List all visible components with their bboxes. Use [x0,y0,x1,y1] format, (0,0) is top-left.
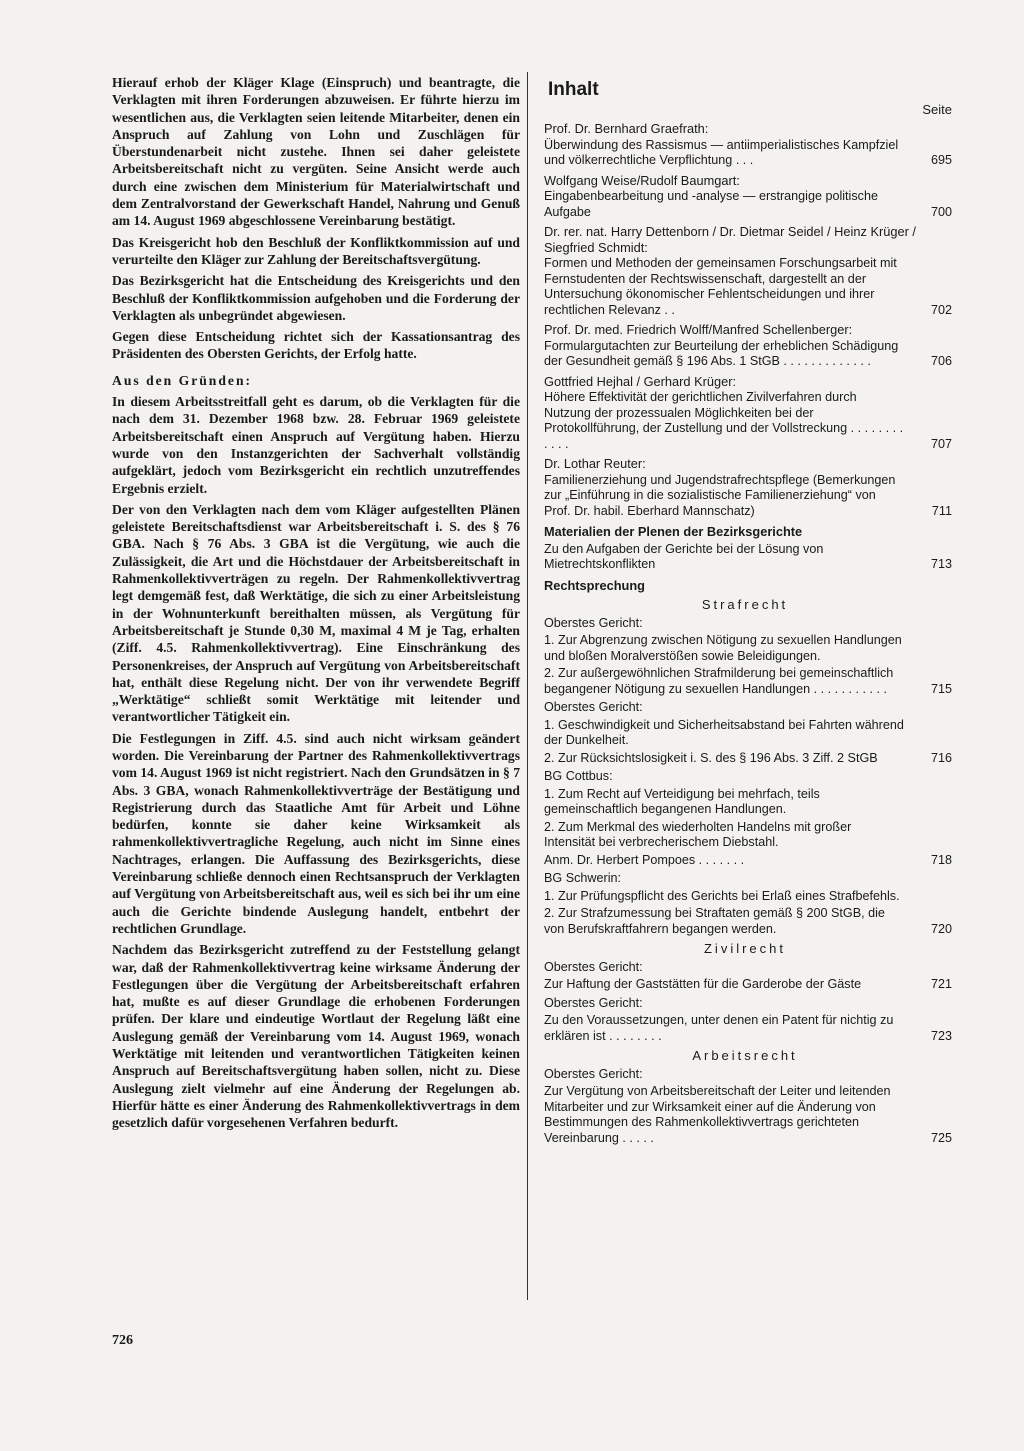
toc-entry-title: Eingabenbearbeitung und -analyse — erstrangige politische Aufgabe [544,189,878,219]
toc-page: 723 [930,1028,952,1043]
toc-page: 713 [930,557,952,571]
toc-author: Dr. Lothar Reuter: [544,456,646,471]
toc-entry[interactable] [544,853,952,869]
toc-court: BG Cottbus: [544,769,613,783]
toc-entry-title: 2. Zur Rücksichtslosigkeit i. S. des § 196 Abs. 3 Ziff. 2 StGB [544,750,878,765]
table-of-contents [538,74,952,1148]
column-divider [527,72,528,1300]
paragraph: Das Kreisgericht hob den Beschluß der Konfliktkommission auf und verurteilte den Kläger zur Zahlung der Bereitschaftsvergütung. [112,234,520,267]
toc-section: Materialien der Plenen der Bezirksgerichte [544,524,803,539]
toc-entry-title: Zu den Voraussetzungen, unter denen ein Patent für nichtig zu erklären ist . . . . . . . . [544,1013,894,1043]
toc-author: Gottfried Hejhal / Gerhard Krüger: [544,373,737,389]
toc-entry[interactable] [544,1013,952,1044]
toc-section: Rechtsprechung [544,577,645,593]
toc-entry-title: 1. Geschwindigkeit und Sicherheitsabstand bei Fahrten während der Dunkelheit. [544,717,904,747]
toc-page: 702 [930,302,952,317]
toc-title: Inhalt [548,79,599,100]
paragraph: Gegen diese Entscheidung richtet sich der Kassationsantrag des Präsidenten des Obersten Gerichts, der Erfolg hatte. [112,329,520,362]
toc-page: 721 [930,977,952,991]
toc-court: BG Schwerin: [544,871,621,885]
toc-page: 725 [930,1130,952,1145]
toc-entry-title: 1. Zum Recht auf Verteidigung bei mehrfach, teils gemeinschaftlich begangenen Handlungen. [544,786,820,816]
toc-page: 720 [930,921,952,936]
toc-entry-title: Zur Vergütung von Arbeitsbereitschaft der Leiter und leitenden Mitarbeiter und zur Wirksamkeit einer auf die Änderung von Bestimmungen des Rahmenkollektivvertrags gerichteten Vereinbarung . . . . . [544,1084,891,1145]
toc-entry-title: 2. Zum Merkmal des wiederholten Handelns mit großer Intensität bei verbrecherischem Diebstahl. [544,819,852,849]
section-heading: Aus den Gründen: [112,372,253,388]
toc-entry[interactable] [544,889,952,905]
paragraph: Nachdem das Bezirksgericht zutreffend zu der Feststellung gelangt war, daß der Rahmenkollektivvertrag keine wirksame Änderung der Festlegungen über die Vergütung der Arbeitsbereitschaft erfahren hat, mußte es auf dieser Grundlage die erhobenen Forderungen prüfen. Der klare und eindeutige Wortlaut der Regelung läßt eine Auslegung gemäß der Vereinbarung vom 14. August 1969, wonach Werktätige mit leitenden und verantwortlichen Tätigkeiten keinen Anspruch auf Bereitschaftsvergütung haben sollen, nicht zu. Diese Auslegung zielt vielmehr auf eine Änderung der Regelungen ab. Hierfür hätte es einer Änderung des Rahmenkollektivvertrags in dem gesetzlich dafür vorgesehenen Verfahren bedurft. [112,942,520,1131]
toc-court: Oberstes Gericht: [544,995,643,1010]
toc-entry[interactable] [544,1084,952,1146]
toc-entry[interactable] [544,256,952,318]
toc-entry-title: Höhere Effektivität der gerichtlichen Zivilverfahren durch Nutzung der prozessualen Möglichkeiten bei der Protokollführung, der Zustellung und der Vollstreckung . . . . . . . . . . . . [544,390,904,451]
toc-entry-title: Formen und Methoden der gemeinsamen Forschungsarbeit mit Fernstudenten der Rechtswissenschaft, dargestellt an der Untersuchung ökonomischer Fehlentscheidungen und ihrer rechtlichen Relevanz . . [544,256,897,317]
toc-entry-title: 1. Zur Abgrenzung zwischen Nötigung zu sexuellen Handlungen und bloßen Moralverstößen sowie Beleidigungen. [544,633,902,663]
toc-author: Dr. rer. nat. Harry Dettenborn / Dr. Dietmar Seidel / Heinz Krüger / Siegfried Schmidt: [544,224,916,255]
toc-entry[interactable] [544,542,952,573]
toc-subsection: Strafrecht [701,597,789,612]
paragraph: Hierauf erhob der Kläger Klage (Einspruch) und beantragte, die Verklagten mit ihren Forderungen abzuweisen. Er führte hierzu im wesentlichen aus, die Verklagten seien leitende Mitarbeiter, denen ein Anspruch auf Zahlung von Lohn und Zuschlägen für Überstundenarbeit nicht zustehe. Ihnen sei daher geleistete Arbeitsbereitschaft nicht zu vergüten. Seine Ansicht werde auch durch eine zwischen dem Ministerium für Materialwirtschaft und dem Zentralvorstand der Gewerkschaft Handel, Nahrung und Genuß am 14. August 1969 abgeschlossene Vereinbarung bestätigt. [112,75,520,229]
toc-entry-title: Anm. Dr. Herbert Pompoes . . . . . . . [544,852,745,867]
toc-page: 711 [931,503,952,518]
toc-entry[interactable] [544,473,952,520]
toc-entry[interactable] [544,787,952,818]
paragraph: Der von den Verklagten nach dem vom Kläger aufgestellten Plänen geleistete Bereitschaftsdienst war Arbeitsbereitschaft i. S. des § 76 GBA. Nach § 76 Abs. 3 GBA ist die Vergütung, wie auch die Zulässigkeit, die Art und die Höchstdauer der Arbeitsbereitschaft in Rahmenkollektivverträgen zu regeln. Der Rahmenkollektivvertrag legt demgemäß fest, daß Werktätige, die sich zu einer Arbeitsleistung in der Wohnunterkunft bereithalten müssen, als Vergütung für Arbeitsbereitschaft je Stunde 0,30 M, maximal 4 M je Tag, erhalten (Ziff. 4.5. Rahmenkollektivvertrag). Eine Einschränkung des Personenkreises, der Anspruch auf Vergütung von Arbeitsbereitschaft hat, enthält diese Regelung nicht. Der von ihr verwendete Begriff „Werktätige“ schließt somit Werktätige mit leitender und verantwortlicher Tätigkeit ein. [112,501,520,725]
toc-entry[interactable] [544,390,952,452]
page-column-header: Seite [922,101,952,117]
paragraph: Die Festlegungen in Ziff. 4.5. sind auch nicht wirksam geändert worden. Die Vereinbarung der Partner des Rahmenkollektivvertrags vom 14. August 1969 ist nicht registriert. Nach den Grundsätzen in § 7 Abs. 3 GBA, wonach Rahmenkollektivverträge der Bestätigung und Registrierung durch das Staatliche Amt für Arbeit und Löhne bedürfen, konnte sie daher keine Wirksamkeit als rahmenkollektivvertragliche Regelung, auch nicht im Sinne eines Nachtrages, erlangen. Die Auffassung des Bezirksgerichts, diese Vereinbarung schließe dennoch einen Rechtsanspruch der Verklagten auf Vergütung von Arbeitsbereitschaft aus, weil es sich bei ihr um eine auch die Gerichte bindende Auslegung handelt, entbehrt der rechtlichen Grundlage. [112,730,520,936]
toc-page: 716 [930,750,952,765]
article-column [112,74,520,1136]
toc-entry[interactable] [544,977,952,993]
toc-author: Wolfgang Weise/Rudolf Baumgart: [544,172,740,188]
toc-entry-title: Formulargutachten zur Beurteilung der erheblichen Schädigung der Gesundheit gemäß § 196 Abs. 1 StGB . . . . . . . . . . . . . [544,338,899,368]
toc-entry[interactable] [544,751,952,767]
toc-author: Prof. Dr. med. Friedrich Wolff/Manfred Schellenberger: [544,322,853,337]
toc-entry[interactable] [544,633,952,664]
toc-subsection: Arbeitsrecht [692,1048,798,1063]
paragraph: In diesem Arbeitsstreitfall geht es darum, ob die Verklagten für die nach dem 31. Dezember 1968 bzw. 28. Februar 1969 geleistete Arbeitsbereitschaft einen Anspruch auf Vergütung haben. Hierzu wurde von den Instanzgerichten der Sachverhalt vollständig aufgeklärt, jedoch vom Bezirksgericht ein rechtlich unzutreffendes Ergebnis erzielt. [112,394,520,496]
toc-entry[interactable] [544,666,952,697]
toc-subsection: Zivilrecht [703,941,786,956]
toc-entry[interactable] [544,189,952,220]
toc-court: Oberstes Gericht: [544,959,643,974]
toc-page: 715 [930,681,952,696]
toc-entry[interactable] [544,820,952,851]
toc-court: Oberstes Gericht: [544,615,643,630]
toc-page: 706 [930,354,952,368]
toc-entry-title: 1. Zur Prüfungspflicht des Gerichts bei Erlaß eines Strafbefehls. [544,888,900,903]
toc-court: Oberstes Gericht: [544,1066,643,1081]
page-number: 726 [112,1333,133,1348]
toc-page: 707 [930,436,952,451]
toc-entry[interactable] [544,718,952,749]
toc-entry-title: Familienerziehung und Jugendstrafrechtspflege (Bemerkungen zur „Einführung in die sozialistische Familienerziehung“ von Prof. Dr. habil. Eberhard Mannschatz) [544,472,896,518]
toc-page: 695 [930,153,952,167]
toc-entry-title: 2. Zur außergewöhnlichen Strafmilderung bei gemeinschaftlich begangener Nötigung zu sexuellen Handlungen . . . . . . . . . . . [544,666,894,696]
toc-entry[interactable] [544,138,952,169]
toc-court: Oberstes Gericht: [544,700,643,714]
paragraph: Das Bezirksgericht hat die Entscheidung des Kreisgerichts und den Beschluß der Konfliktkommission aufgehoben und die Forderung der Verklagten als unbegründet abgewiesen. [112,273,520,323]
toc-entry[interactable] [544,339,952,370]
toc-page: 700 [930,204,952,219]
toc-entry-title: Überwindung des Rassismus — antiimperialistisches Kampfziel und völkerrechtliche Verpflichtung . . . [544,137,899,167]
toc-entry-title: Zur Haftung der Gaststätten für die Garderobe der Gäste [544,977,862,991]
toc-entry-title: Zu den Aufgaben der Gerichte bei der Lösung von Mietrechtskonflikten [544,541,824,571]
toc-entry-title: 2. Zur Strafzumessung bei Straftaten gemäß § 200 StGB, die von Berufskraftfahrern begangen werden. [544,906,885,936]
toc-author: Prof. Dr. Bernhard Graefrath: [544,121,709,136]
toc-entry[interactable] [544,906,952,937]
toc-page: 718 [930,852,952,867]
